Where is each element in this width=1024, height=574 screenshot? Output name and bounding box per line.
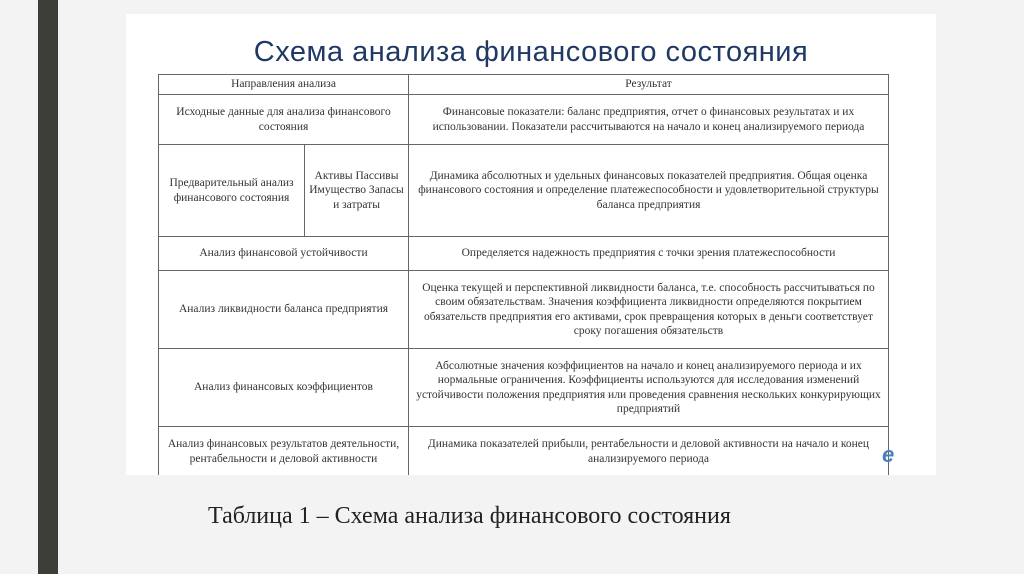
slide-image [126, 14, 936, 475]
logo-fragment: e [882, 442, 895, 467]
row-result: Динамика абсолютных и удельных финансовых показателей предприятия. Общая оценка финансового состояния и определение платежеспособности и удовлетворительной структуры баланса предприятия [409, 145, 889, 237]
row-direction: Предварительный анализ финансового состояния [159, 145, 305, 237]
row-result: Оценка текущей и перспективной ликвидности баланса, т.е. способность рассчитываться по своим обязательствам. Значения коэффициента ликвидности определяются покрытием обязательств предприятия его активами, срок превращения которых в деньги соответствует сроку погашения обязательств [409, 271, 889, 349]
row-result: Определяется надежность предприятия с точки зрения платежеспособности [409, 237, 889, 271]
analysis-scheme-table [158, 74, 889, 475]
table-row [159, 95, 889, 145]
table-row [159, 145, 889, 237]
slide-caption: Таблица 1 – Схема анализа финансового состояния [208, 503, 731, 529]
row-subitems: Активы Пассивы Имущество Запасы и затраты [305, 145, 409, 237]
header-result: Результат [409, 75, 889, 95]
row-direction: Анализ финансовых коэффициентов [159, 349, 409, 427]
row-direction: Анализ ликвидности баланса предприятия [159, 271, 409, 349]
left-accent-bar [38, 0, 58, 574]
row-direction: Анализ финансовых результатов деятельности, рентабельности и деловой активности [159, 427, 409, 476]
row-direction: Исходные данные для анализа финансового состояния [159, 95, 409, 145]
table-row [159, 349, 889, 427]
row-result: Динамика показателей прибыли, рентабельности и деловой активности на начало и конец анализируемого периода [409, 427, 889, 476]
slide-heading: Схема анализа финансового состояния [253, 36, 809, 68]
row-direction: Анализ финансовой устойчивости [159, 237, 409, 271]
table-header-row [159, 75, 889, 95]
table-row [159, 427, 889, 476]
table-row [159, 237, 889, 271]
table-row [159, 271, 889, 349]
row-result: Абсолютные значения коэффициентов на начало и конец анализируемого периода и их нормальные ограничения. Коэффициенты используются для исследования изменений устойчивости положения предприятия или проведения сравнения нескольких конкурирующих предприятий [409, 349, 889, 427]
header-direction: Направления анализа [159, 75, 409, 95]
row-result: Финансовые показатели: баланс предприятия, отчет о финансовых результатах и их использовании. Показатели рассчитываются на начало и конец анализируемого периода [409, 95, 889, 145]
